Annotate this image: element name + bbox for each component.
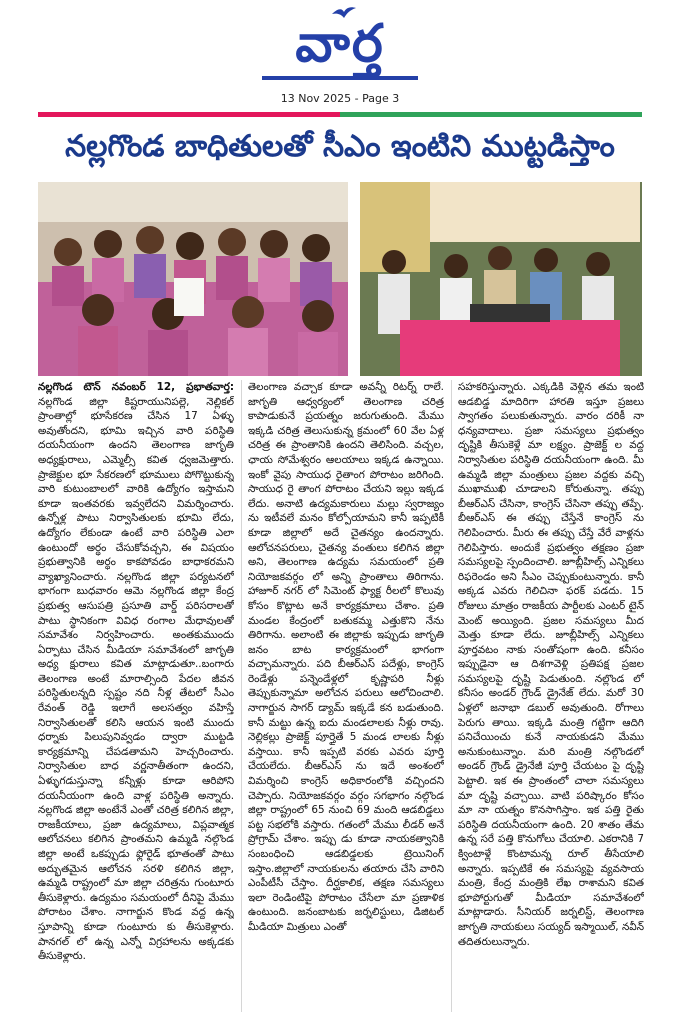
article-dateline: నల్లగొండ టౌన్ నవంబర్ 12, ప్రభాతవార్త: xyxy=(38,381,234,393)
photo-women-gathering xyxy=(38,182,348,376)
article-text-col3: సహకరిస్తున్నారు. ఎక్కడికి వెళ్లిన తమ ఇంటి ఆడబిడ్డ మాదిరిగా హారతి ఇస్తూ ప్రజలు స్వాగతం పలుకుతున్నారు. వారం దరికీ నా ధన్యవాదాలు. ప్రజా సమస్యలు ప్రభుత్వం దృష్టికి తీసుకెళ్లే మా లక్ష్యం. ప్రాజెక్ట్ ల వద్ద నిర్వాసితుల పరిస్థితి దయనీయంగా ఉంది. మీ ఉమ్మడి జిల్లా మంత్రులు ప్రజల వద్దకు వచ్చి ముఖాముఖి చూడాలని కోరుతున్నా. తప్పు బీఆర్ఎస్ చేసినా, కాంగ్రెస్ చేసినా తప్పు తప్పే. బీఆర్ఎస్ ఈ తప్పు చేస్తేనే కాంగ్రెస్ ను గెలిపించారు. మీరు ఈ తప్పు చేస్తే వేరే వాళ్లను గెలిపిస్తారు. అందుకే ప్రభుత్వం తక్షణం ప్రజా సమస్యలపై స్పందించాలి. జూబ్లీహిల్స్ ఎన్నికలు రిఫరెండం అని సీఎం చెప్పుకుంటున్నారు. కానీ అక్కడ ఎవరు గెలిచినా ఫరక్ పడదు. 15 రోజులు మాత్రం రాజకీయ పార్టీలకు ఎంటర్ టైన్ మెంట్ అయ్యింది. ప్రజల సమస్యలు మీద మెత్తు కూడా లేదు. జూబ్లీహిల్స్ ఎన్నికలు పూర్తవటం నాకు సంతోషంగా ఉంది. కనీసం ఇప్పుడైనా ఆ దిశగావెళ్లి ప్రతిపక్ష ప్రజల సమస్యలపై దృష్టి పెడుతుంది. నల్లొండ లో కనీసం అండర్ గ్రౌండ్ డ్రైనేజ్ లేదు. మరో 30 ఏళ్లలో జనాభా డబుల్ అవుతుంది. రోగాలు పెరుగు తాయి. ఇక్కడి మంత్రి గట్టిగా ఆదిగి పనిచేయించు కునే నాయకుడని మేము అనుకుంటున్నాం. మరి మంత్రి నల్గొండలో అండర్ గ్రౌండ్ డ్రైనేజీ పూర్తి చేయటం పై దృష్టి పెట్టాలి. ఇక ఈ ప్రాంతంలో చాలా సమస్యలు మా దృష్టి వచ్చాయి. వాటి పరిష్కారం కోసం మా నా యత్నం కొనసాగిస్తాం. ఇక పత్తి రైతు పరిస్థితి దయనీయంగా ఉంది. 20 శాతం తేమ ఉన్న సరే పత్తి కొనుగోలు చేయాలి. ఎకరానికి 7 క్వింటాళ్లే కొంటామన్న రూల్ తీసేయాలి అన్నారు. ఇప్పటికే ఈ సమస్యపై వ్యవసాయ మంత్రి, కేంద్ర మంత్రికి లేఖ రాశామని కవిత భూపోర్టుగుతో మీడియా సమావేశంలో మాట్లాడారు. సీనియర్ జర్నలిస్ట్, తెలంగాణ జాగృతి నాయకులు సయ్యద్ ఇస్మాయిల్, నవీన్ తదితరులున్నారు. xyxy=(458,381,644,948)
logo-underline xyxy=(262,76,418,80)
edition-date: 13 Nov 2025 - Page 3 xyxy=(280,92,400,105)
article-text-col1: నల్లగొండ జిల్లా కిష్టరాయునిపల్లె, నెల్లికల్ ప్రాంతాల్లో భూసేకరణ చేసిన 17 ఏళ్ళు అవుతోందని, భూమి ఇచ్చిన వారి పరిస్థితి దయనీయంగా ఉందని తెలంగాణ జాగృతి అధ్యక్షురాలు, ఎమ్మెల్సీ కవిత ధ్వజమెత్తారు. ప్రాజెక్టుల భూ సేకరణలో భూములు పోగొట్టుకున్న వారి కుటుంబాలలో వారికి ఉద్యోగం ఇస్తామని కూడా ఇంతవరకు ఇవ్వలేదని విమర్శించారు. ఉన్నోళ్ల పాటు నిర్వాసితులకు భూమి లేదు, ఉద్యోగం లేకుండా ఉంటే వారి పరిస్థితి ఎలా ఉంటుందో అర్థం చేసుకోవచ్చని, ఈ విషయం ప్రభుత్వానికి అర్థం కాకపోవడం బాధాకరమని వ్యాఖ్యానించారు. నల్లగొండ జిల్లా పర్యటనలో భాగంగా బుధవారం ఆమె నల్లగొండ జిల్లా కేంద్ర ప్రభుత్వ ఆసుపత్రి ప్రసూతి వార్డ్ పరిసరాలతో పాటు స్థానికంగా వివిధ రంగాల మేధావులతో సమావేశం నిర్వహించారు. అంతకుముందు ఏర్పాటు చేసిన మీడియా సమావేశంలో జాగృతి అధ్య క్షురాలు కవిత మాట్లాడుతూ..బంగారు తెలంగాణ అంటే మారాల్సింది పేదల జీవన పరిస్థితులన్నది స్పష్టం నది నీళ్ల తేటలో సీఎం రేవంత్ రెడ్డి ఇలాగే అలసత్వం వహిస్తే నిర్వాసితులతో కలిసి ఆయన ఇంటి ముందు ధర్నాకు పిలుపునివ్వడం ద్వారా ముట్టడి కార్యక్రమాన్ని చేపడతామని హెచ్చరించారు. నిర్వాసితుల బాధ వర్ణనాతీతంగా ఉందని, ఏళ్ళుగడుస్తున్నా కన్నీళ్లు కూడా ఆరిపోని దయనీయంగా ఉంది వాళ్ల పరిస్థితి అన్నారు. నల్లగొండ జిల్లా అంటేనే ఎంతో చరిత్ర కలిగిన జిల్లా, రాజకీయాలు, ప్రజా ఉద్యమాలు, విప్లవాత్మక ఆలోచనలు కలిగిన ప్రాంతమని ఉమ్మడి నల్గొండ జిల్లా అంటే ఒకప్పుడు ఫ్లోరైడ్ భూతంతో పాటు అద్భుతమైన ఆలోచన సరళి కలిగిన జిల్లా, ఉమ్మడి రాష్ట్రంలో మా జిల్లా చరిత్రను గుంటూరు తీసుకెళ్లారు. ఉద్యమం సమయంలో దీనిపై మేము పోరాటం చేశాం. నాగార్జున కొండ వద్ద ఉన్న స్తూపాన్ని కూడా గుంటూరు కు తీసుకెళ్లారు. పానగల్ లో ఉన్న ఎన్నో విగ్రహాలను అక్కడకు తీసుకెళ్లారు. xyxy=(38,395,234,963)
column-divider xyxy=(451,380,452,1012)
photo-press-conference xyxy=(360,182,642,376)
color-divider xyxy=(38,112,642,117)
column-divider xyxy=(241,380,242,1012)
logo-text: వార్త xyxy=(295,14,385,74)
newspaper-logo xyxy=(250,6,430,84)
article-column-2 xyxy=(248,380,444,1012)
article-text-col2: తెలంగాణ వచ్చాక కూడా అవన్నీ రిటర్న్ రాలే. జాగృతి ఆధ్వర్యంలో తెలంగాణ చరిత్ర కాపాడుకునే ప్రయత్నం జరుగుతుంది. మేము ఇక్కడి చరిత్ర తెలుసుకున్న క్రమంలో 60 వేల ఏళ్ల చరిత్ర ఈ ప్రాంతానికి ఉందని తెలిసింది. వచ్చల, ఛాయ సోమేశ్వరం ఆలయాలు ఇక్కడ ఉన్నాయి. ఇంకో వైపు సాయుధ రైతాంగ పోరాటం జరిగింది. సాయుధ రై తాంగ పోరాటం చేయని ఇల్లు ఇక్కడ లేదు. అనాటి ఉద్యమకారులు మల్లు స్వరాజ్యం ను ఇటీవలే మనం కోల్పోయామని కానీ ఇప్పటికీ కూడా జిల్లాలో అదే చైతన్యం ఉందన్నారు. ఆలోచనపరులు, చైతన్య వంతులు కలిగిన జిల్లా అని, తెలంగాణ ఉద్యమ సమయంలో ప్రతి నియోజకవర్గం లో అన్ని ప్రాంతాలు తిరిగాను. హాజూర్ నగర్ లో సిమెంట్ ఫ్యాక్ట రీలలో కొలువు కోసం కొట్లాట అనే కార్యక్రమాలు చేశాం. ప్రతి మండల కేంద్రంలో బతుకమ్మ ఎత్తుకొని నేను తిరిగాను. అలాంటి ఈ జిల్లాకు ఇప్పుడు జాగృతి జనం బాట కార్యక్రమంలో భాగంగా వచ్చామన్నారు. పది బీఆర్ఎస్ పదేళ్లు, కాంగ్రెస్ రెండేళ్లు పన్నెండేళ్లలో కృష్ణాపరి నీళ్లు తెప్పుకున్నామా అలోచన పరులు ఆలోచించాలి. నాగార్జున సాగర్ డ్యామ్ ఇక్కడే కన బడుతుంది. కానీ మట్టు ఉన్న ఐదు మండలాలకు నీళ్లు రావు. నెల్లికల్లు ప్రాజెక్ట్ పూర్తైతే 5 మండ లాలకు నీళ్లు వస్తాయి. కానీ ఇప్పటి వరకు ఎవరు పూర్తి చేయలేదు. బీఆర్ఎస్ ను ఇదే అంశంలో విమర్శించి కాంగ్రెస్ అధికారంలోకి వచ్చిందని చెప్పారు. నియోజకవర్గం వర్గం సగభాగం నల్గొండ జిల్లా రాష్ట్రంలో 65 నుంచి 69 మంది ఆడబిడ్డలు పట్ట సభలోకి వస్తారు. గతంలో మేము లీడర్ అనే ప్రోగ్రామ్ చేశాం. ఇప్పు డు కూడా నాయకత్వానికి సంబంధించి ఆడబిడ్డలకు ట్రెయినింగ్ ఇస్తాం.జిల్లాలో నాయకులను తయారు చేసి వారిని ఎంపీటీసీ చేస్తాం. దీర్ఘకాలిక, తక్షణ సమస్యలు ఇలా రెండింటిపై పోరాటం చేసేలా మా ప్రణాళిక ఉంటుంది. జనంబాటకు జర్నలిస్టులు, డిజిటల్ మీడియా మిత్రులు ఎంతో xyxy=(248,381,444,933)
article-column-3 xyxy=(458,380,644,1012)
masthead xyxy=(0,0,680,108)
article-headline: నల్లగొండ బాధితులతో సీఎం ఇంటిని ముట్టడిస్తాం xyxy=(65,129,615,164)
article-column-1 xyxy=(38,380,234,1012)
